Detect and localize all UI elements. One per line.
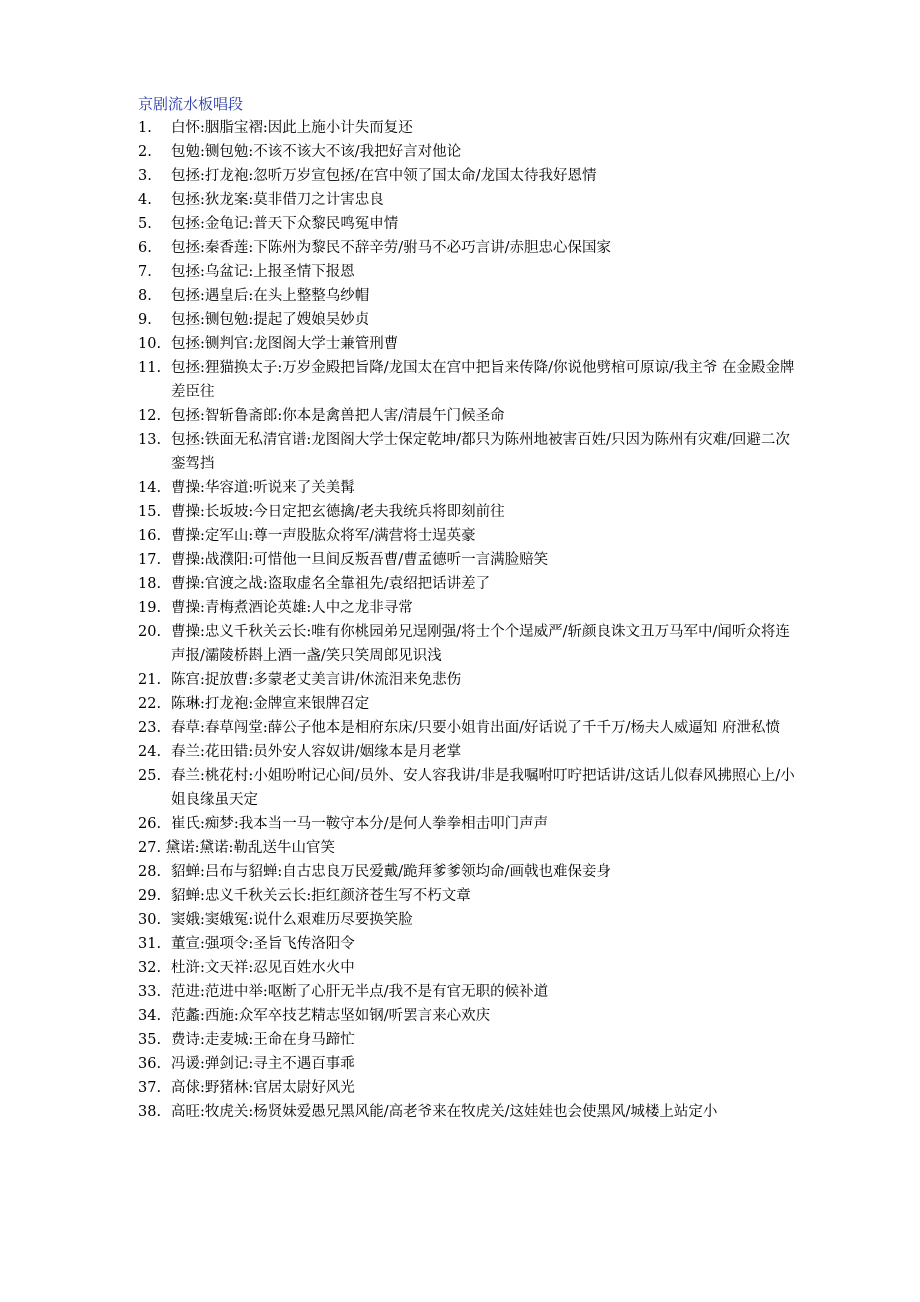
list-item: [138, 356, 798, 404]
list-item: [138, 764, 798, 812]
item-number: 15.: [138, 504, 162, 520]
item-text: 包拯:狸猫换太子:万岁金殿把旨降/龙国太在宫中把旨来传降/你说他劈棺可原谅/我主爷 在金殿金牌差臣往: [171, 360, 795, 400]
item-text: 包拯:铁面无私清官谱:龙图阁大学士保定乾坤/都只为陈州地被害百姓/只因为陈州有灾难/回避二次銮驾挡: [171, 432, 790, 472]
list-item: [138, 1076, 798, 1100]
document-body: [138, 92, 798, 1124]
item-text: 曹操:华容道:听说来了关美髯: [171, 480, 355, 496]
item-number: 30.: [138, 912, 162, 928]
item-text: 貂蝉:吕布与貂蝉:自古忠良万民爱戴/跪拜爹爹领均命/画戟也难保妾身: [171, 864, 612, 880]
item-text: 春兰:桃花村:小姐吩咐记心间/员外、安人容我讲/非是我嘱咐叮咛把话讲/这话儿似春风拂照心上/小姐良缘虽天定: [171, 768, 795, 808]
item-text: 春兰:花田错:员外安人容奴讲/姻缘本是月老掌: [171, 744, 462, 760]
item-text: 包拯:智斩鲁斋郎:你本是禽兽把人害/清晨午门候圣命: [171, 408, 505, 424]
item-number: 28.: [138, 864, 162, 880]
item-text: 陈琳:打龙袍:金牌宣来银牌召定: [171, 696, 370, 712]
list-item: [138, 1100, 798, 1124]
list-item: [138, 836, 798, 860]
item-number: 32.: [138, 960, 162, 976]
item-number: 22.: [138, 696, 162, 712]
item-text: 曹操:官渡之战:盗取虚名全靠祖先/袁绍把话讲差了: [171, 576, 491, 592]
item-number: 9.: [138, 312, 152, 328]
item-text: 窦娥:窦娥冤:说什么艰难历尽要换笑脸: [171, 912, 413, 928]
item-text: 冯谖:弹剑记:寻主不遇百事乖: [171, 1056, 355, 1072]
item-number: 7.: [138, 264, 152, 280]
item-number: 36.: [138, 1056, 162, 1072]
item-number: 3.: [138, 168, 152, 184]
item-text: 包拯:金龟记:普天下众黎民鸣冤申情: [171, 216, 399, 232]
list-item: [138, 332, 798, 356]
list-item: [138, 980, 798, 1004]
list-item: [138, 716, 798, 740]
list-item: [138, 116, 798, 140]
item-number: 4.: [138, 192, 152, 208]
item-number: 38.: [138, 1104, 162, 1120]
list-item: [138, 140, 798, 164]
item-number: 31.: [138, 936, 162, 952]
item-number: 18.: [138, 576, 162, 592]
list-item: [138, 956, 798, 980]
item-text: 范进:范进中举:呕断了心肝无半点/我不是有官无职的候补道: [171, 984, 549, 1000]
item-number: 12.: [138, 408, 162, 424]
item-number: 19.: [138, 600, 162, 616]
item-number: 20.: [138, 624, 162, 640]
list-item: [138, 1052, 798, 1076]
list-item: [138, 500, 798, 524]
list-item: [138, 860, 798, 884]
list-item: [138, 476, 798, 500]
item-text: 曹操:定军山:尊一声股肱众将军/满营将士逞英豪: [171, 528, 476, 544]
item-number: 33.: [138, 984, 162, 1000]
list-item: [138, 1004, 798, 1028]
item-number: 21.: [138, 672, 162, 688]
list-item: [138, 812, 798, 836]
item-text: 包拯:秦香莲:下陈州为黎民不辞辛劳/驸马不必巧言讲/赤胆忠心保国家: [171, 240, 612, 256]
item-text: 包拯:铡判官:龙图阁大学士兼管刑曹: [171, 336, 399, 352]
list-item: [138, 428, 798, 476]
list-item: [138, 884, 798, 908]
list-item: [138, 212, 798, 236]
item-text: 陈宫:捉放曹:多蒙老丈美言讲/休流泪来免悲伤: [171, 672, 462, 688]
list-item: [138, 572, 798, 596]
item-number: 17.: [138, 552, 162, 568]
item-number: 27.: [138, 840, 162, 856]
list-item: [138, 308, 798, 332]
list-item: [138, 188, 798, 212]
item-number: 11.: [138, 360, 162, 376]
item-text: 白怀:胭脂宝褶:因此上施小计失而复还: [171, 120, 413, 136]
list-item: [138, 1028, 798, 1052]
list-item: [138, 596, 798, 620]
item-text: 包拯:乌盆记:上报圣情下报恩: [171, 264, 355, 280]
item-text: 曹操:战濮阳:可惜他一旦间反叛吾曹/曹孟德听一言满脸赔笑: [171, 552, 549, 568]
item-text: 范蠡:西施:众军卒技艺精志坚如钢/听罢言来心欢庆: [171, 1008, 491, 1024]
item-text: 崔氏:痴梦:我本当一马一鞍守本分/是何人拳拳相击叩门声声: [171, 816, 549, 832]
list-item: [138, 692, 798, 716]
item-text: 高俅:野猪林:官居太尉好风光: [171, 1080, 355, 1096]
item-number: 5.: [138, 216, 152, 232]
item-number: 14.: [138, 480, 162, 496]
item-text: 黛诺:黛诺:勒乱送牛山官笑: [165, 840, 335, 856]
item-text: 曹操:青梅煮酒论英雄:人中之龙非寻常: [171, 600, 413, 616]
item-text: 春草:春草闯堂:薛公子他本是相府东床/只要小姐肯出面/好话说了千千万/杨夫人威逼知 府泄私愤: [171, 720, 781, 736]
item-text: 曹操:忠义千秋关云长:唯有你桃园弟兄逞刚强/将士个个逞威严/斩颜良诛文丑万马军中/闻听众将连声报/灞陵桥斟上酒一盏/笑只笑周郎见识浅: [171, 624, 790, 664]
aria-list: [138, 116, 798, 1124]
list-item: [138, 620, 798, 668]
item-number: 24.: [138, 744, 162, 760]
list-item: [138, 548, 798, 572]
item-number: 25.: [138, 768, 162, 784]
list-item: [138, 236, 798, 260]
item-number: 34.: [138, 1008, 162, 1024]
item-text: 包勉:铡包勉:不该不该大不该/我把好言对他论: [171, 144, 462, 160]
item-number: 2.: [138, 144, 152, 160]
item-text: 貂蝉:忠义千秋关云长:拒红颜济苍生写不朽文章: [171, 888, 471, 904]
item-text: 费诗:走麦城:王命在身马蹄忙: [171, 1032, 355, 1048]
list-item: [138, 260, 798, 284]
item-number: 26.: [138, 816, 162, 832]
item-text: 包拯:狄龙案:莫非借刀之计害忠良: [171, 192, 384, 208]
list-item: [138, 284, 798, 308]
item-text: 杜浒:文天祥:忍见百姓水火中: [171, 960, 355, 976]
list-item: [138, 668, 798, 692]
item-number: 35.: [138, 1032, 162, 1048]
item-number: 29.: [138, 888, 162, 904]
item-text: 包拯:铡包勉:提起了嫂娘吴妙贞: [171, 312, 370, 328]
item-number: 6.: [138, 240, 152, 256]
list-item: [138, 524, 798, 548]
item-text: 曹操:长坂坡:今日定把玄德擒/老夫我统兵将即刻前往: [171, 504, 505, 520]
item-number: 13.: [138, 432, 162, 448]
list-item: [138, 740, 798, 764]
list-item: [138, 908, 798, 932]
item-text: 包拯:打龙袍:忽听万岁宣包拯/在宫中领了国太命/龙国太待我好恩情: [171, 168, 597, 184]
list-item: [138, 404, 798, 428]
item-number: 8.: [138, 288, 152, 304]
list-item: [138, 932, 798, 956]
item-number: 1.: [138, 120, 152, 136]
item-text: 高旺:牧虎关:杨贤妹爱愚兄黑风能/高老爷来在牧虎关/这娃娃也会使黑风/城楼上站定小: [171, 1104, 718, 1120]
list-item: [138, 164, 798, 188]
item-text: 董宣:强项令:圣旨飞传洛阳令: [171, 936, 355, 952]
item-number: 37.: [138, 1080, 162, 1096]
item-number: 10.: [138, 336, 162, 352]
item-number: 23.: [138, 720, 162, 736]
item-text: 包拯:遇皇后:在头上整整乌纱帽: [171, 288, 370, 304]
document-title: 京剧流水板唱段: [138, 95, 244, 113]
item-number: 16.: [138, 528, 162, 544]
